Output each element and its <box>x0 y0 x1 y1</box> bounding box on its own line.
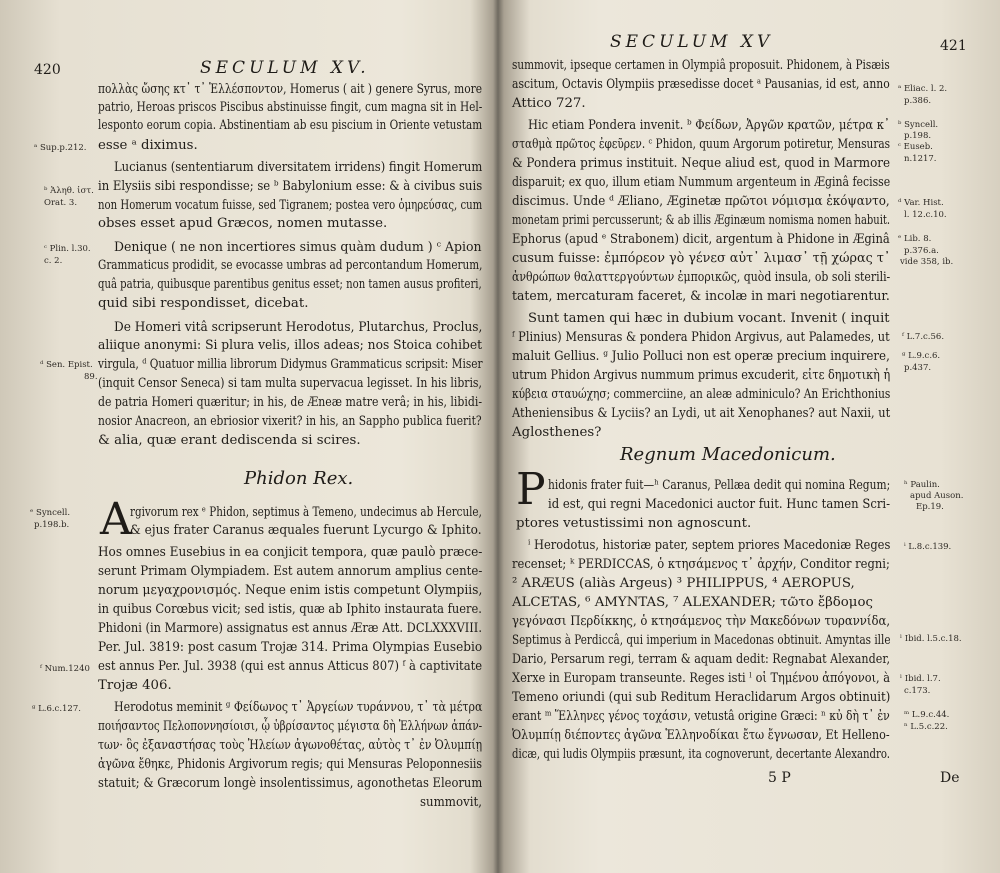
margin-note: ⁱ L.8.c.139. <box>904 542 952 552</box>
margin-note: c. 2. <box>44 256 63 266</box>
drop-cap: A <box>100 494 132 545</box>
text-line: ἀγῶνα ἔθηκε, Phidonis Argivorum regis; qui Mensuras Peloponnesiis <box>98 757 483 772</box>
text-line: Denique ( ne non incertiores simus quàm dudum ) ᶜ Apion <box>114 240 482 255</box>
text-line: Lucianus (sententiarum diversitatem irridens) fingit Homerum <box>114 160 483 175</box>
text-line: de patria Homeri quæritur; in his, de Æneæ matre verâ; in his, libidi- <box>98 395 483 410</box>
margin-note: p.198.b. <box>34 520 70 530</box>
text-line: Ὀλυμπίῃ διέποντες ἀγῶνα Ἑλληνοδίκαι ἔτω ἔγνωσαν, Et Helleno- <box>512 728 890 743</box>
page-number: 420 <box>34 62 61 78</box>
text-line: Attico 727. <box>512 96 586 111</box>
catchword: De <box>940 770 960 786</box>
margin-note: ᶠ L.7.c.56. <box>902 332 945 342</box>
text-line: Temeno oriundi (qui sub Reditum Heraclidarum Argos obtinuit) <box>512 690 891 705</box>
text-line: ᶠ Plinius) Mensuras & pondera Phidon Argivus, aut Palamedes, ut <box>512 330 890 345</box>
text-line: ascitum, Octavis Olympiis præsedisse docet ᵃ Pausanias, id est, anno <box>512 77 890 92</box>
margin-note: p.437. <box>904 363 932 373</box>
margin-note: Orat. 3. <box>44 198 78 208</box>
text-line: ALCETAS, ⁶ AMYNTAS, ⁷ ALEXANDER; τῶτο ἔβδομος <box>512 595 873 610</box>
margin-note: ᵇ Ἀληθ. ἱστ. <box>44 186 94 196</box>
margin-note: ˡ Ibid. l.7. <box>900 674 941 684</box>
text-line: summovit, <box>420 795 482 810</box>
running-header: SECULUM XV. <box>200 58 370 78</box>
text-line: Sunt tamen qui hæc in dubium vocant. Invenit ( inquit <box>528 311 890 326</box>
text-line: in quibus Corœbus vicit; sed istis, quæ ab Iphito instaurata fuere. <box>98 602 482 617</box>
text-line: κύβεια σταυώχησ; commerciine, an aleæ adminiculo? An Erichthonius <box>512 387 891 402</box>
text-line: est annus Per. Jul. 3938 (qui est annus Atticus 807) ᶠ à captivitate <box>98 659 483 674</box>
right-page <box>500 0 1000 873</box>
text-line: non Homerum vocatum fuisse, sed Tigranem; postea vero ὁμηρεύσας, cum <box>98 198 483 213</box>
text-line: hidonis frater fuit—ʰ Caranus, Pellæa dedit qui nomina Regum; <box>548 478 891 493</box>
margin-note: p.198. <box>904 131 932 141</box>
section-title: Phidon Rex. <box>244 468 354 489</box>
margin-note: c.173. <box>904 686 931 696</box>
text-line: monetam primi percusserunt; & ab illis Æginæum nomisma nomen habuit. <box>512 213 891 228</box>
text-line: Per. Jul. 3819: post casum Trojæ 314. Prima Olympias Eusebio <box>98 640 483 655</box>
margin-note: ᵍ L.9.c.6. <box>902 351 941 361</box>
running-header: SECULUM XV <box>610 32 774 52</box>
margin-note: ˡ Ibid. l.5.c.18. <box>900 634 962 644</box>
margin-note: Ep.19. <box>916 502 944 512</box>
text-line: esse ᵃ diximus. <box>98 138 198 153</box>
text-line: Septimus à Perdiccâ, qui imperium in Macedonas obtinuit. Amyntas ille <box>512 633 891 648</box>
text-line: virgula, ᵈ Quatuor millia librorum Didymus Grammaticus scripsit: Miser <box>98 357 483 372</box>
text-line: utrum Phidon Argivus nummum primus excuderit, εἰτε δημοτικὴ ἡ <box>512 368 891 383</box>
text-line: discimus. Unde ᵈ Æliano, Æginetæ πρῶτοι νόμισμα ἐκόψαντο, <box>512 194 890 209</box>
text-line: recenset; ᵏ PERDICCAS, ὁ κτησάμενος τ᾽ ἀρχήν, Conditor regni; <box>512 557 890 572</box>
text-line: πολλὰς ὤσης κτ᾽ τ᾽ Ἑλλέσποντον, Homerus ( ait ) genere Syrus, more <box>98 82 483 97</box>
margin-note: ᵍ L.6.c.127. <box>32 704 81 714</box>
margin-note: ᶠ Num.1240 <box>40 664 90 674</box>
margin-note: ᵃ Sup.p.212. <box>34 143 87 153</box>
text-line: statuit; & Græcorum longè insolentissimus, agonothetas Eleorum <box>98 776 483 791</box>
text-line: γεγόνασι Περδίκκης, ὁ κτησάμενος τὴν Μακεδόνων τυραννίδα, <box>512 614 891 629</box>
margin-note: ⁿ L.5.c.22. <box>904 722 948 732</box>
text-line: maluit Gellius. ᵍ Julio Polluci non est operæ precium inquirere, <box>512 349 890 364</box>
text-line: Hic etiam Pondera invenit. ᵇ Φείδων, Ἀργῶν κρατῶν, μέτρα κ᾽ <box>528 118 890 133</box>
text-line: & ejus frater Caranus æquales fuerunt Lycurgo & Iphito. <box>130 523 482 538</box>
margin-note: ᵇ Syncell. <box>898 120 939 130</box>
margin-note: ᶜ Euseb. <box>898 142 933 152</box>
margin-note: ᶜ Plin. l.30. <box>44 244 91 254</box>
text-line: Trojæ 406. <box>98 678 172 693</box>
margin-note: p.376.a. <box>904 246 939 256</box>
text-line: in Elysiis sibi respondisse; se ᵇ Babylonium esse: & à civibus suis <box>98 179 483 194</box>
text-line: ἀνθρώπων θαλαττεργούντων ἐμπορικῶς, quòd insula, ob soli sterili- <box>512 270 891 285</box>
margin-note: ᵈ Sen. Epist. <box>40 360 93 370</box>
margin-note: ᵃ Eliac. l. 2. <box>898 84 948 94</box>
text-line: Ephorus (apud ᵉ Strabonem) dicit, argentum à Phidone in Æginâ <box>512 232 890 247</box>
text-line: Dario, Persarum regi, terram & aquam dedit: Regnabat Alexander, <box>512 652 891 667</box>
text-line: ² ARÆUS (aliàs Argeus) ³ PHILIPPUS, ⁴ AEROPUS, <box>512 576 855 591</box>
text-line: quâ patria, quibusque parentibus genitus esset; non tamen ausus profiteri, <box>98 277 482 292</box>
text-line: ποιήσαντος Πελοποννησίοισι, ᾧ ὑβρίσαντος μέγιστα δὴ Ἑλλήνων ἁπάν- <box>98 719 483 734</box>
text-line: ptores vetustissimi non agnoscunt. <box>516 516 752 531</box>
text-line: aliique anonymi: Si plura velis, illos adeas; nos Stoica cohibet <box>98 338 483 353</box>
text-line: Phidoni (in Marmore) assignatus est annus Æræ Att. DCLXXXVIII. <box>98 621 482 636</box>
text-line: patrio, Heroas priscos Piscibus abstinuisse fingit, cum magna sit in Hel- <box>98 100 483 115</box>
margin-note: ᵉ Lib. 8. <box>898 234 932 244</box>
text-line: erant ᵐ Ἕλληνες γένος τοχάσιν, vetustâ origine Græci: ⁿ κὐ δὴ τ᾽ ἐν <box>512 709 890 724</box>
text-line: disparuit; ex quo, illum etiam Nummum argenteum in Æginâ fecisse <box>512 175 891 190</box>
text-line: Hos omnes Eusebius in ea conjicit tempora, quæ paulò præce- <box>98 545 483 560</box>
margin-note: p.386. <box>904 96 932 106</box>
text-line: Xerxe in Europam transeunte. Reges isti ˡ οἱ Τημένου ἀπόγονοι, à <box>512 671 891 686</box>
text-line: norum μεγαχρονισμός. Neque enim istis competunt Olympiis, <box>98 583 483 598</box>
text-line: Atheniensibus & Lyciis? an Lydi, ut ait Xenophanes? aut Naxii, ut <box>512 406 891 421</box>
text-line: serunt Primam Olympiadem. Est autem annorum amplius cente- <box>98 564 483 579</box>
left-page <box>0 0 488 873</box>
text-line: id est, qui regni Macedonici auctor fuit. Hunc tamen Scri- <box>548 497 891 512</box>
section-title: Regnum Macedonicum. <box>620 444 836 465</box>
margin-note: ʰ Paulin. <box>904 480 940 490</box>
page-number: 421 <box>940 38 967 54</box>
text-line: Herodotus meminit ᵍ Φείδωνος τ᾽ Ἀργείων τυράννου, τ᾽ τὰ μέτρα <box>114 700 483 715</box>
text-line: των· ὃς ἐξαναστήσας τοὺς Ἠλείων ἀγωνοθέτας, αὐτὸς τ᾽ ἐν Ὀλυμπίῃ <box>98 738 483 753</box>
margin-note: 89. <box>84 372 98 382</box>
text-line: Aglosthenes? <box>512 425 602 440</box>
text-line: Grammaticus prodidit, se evocasse umbras ad percontandum Homerum, <box>98 258 483 273</box>
margin-note: n.1217. <box>904 154 937 164</box>
text-line: tatem, mercaturam faceret, & incolæ in mari negotiarentur. <box>512 289 890 304</box>
margin-note: l. 12.c.10. <box>904 210 947 220</box>
text-line: quid sibi respondisset, dicebat. <box>98 296 309 311</box>
text-line: & alia, quæ erant dediscenda si scires. <box>98 433 361 448</box>
text-line: (inquit Censor Seneca) si tam multa supervacua legisset. In his libris, <box>98 376 482 391</box>
text-line: De Homeri vitâ scripserunt Herodotus, Plutarchus, Proclus, <box>114 320 483 335</box>
signature-mark: 5 P <box>768 770 791 786</box>
text-line: σταθμὰ πρῶτος ἐφεῦρεν. ᶜ Phidon, quum Argorum potiretur, Mensuras <box>512 137 891 152</box>
drop-cap: P <box>516 464 546 515</box>
text-line: rgivorum rex ᵉ Phidon, septimus à Temeno, undecimus ab Hercule, <box>130 505 482 520</box>
text-line: & Pondera primus instituit. Neque aliud est, quod in Marmore <box>512 156 891 171</box>
text-line: lesponto eorum copia. Abstinentiam ab esu piscium in Oriente vetustam <box>98 118 483 133</box>
margin-note: vide 358, ib. <box>900 257 954 267</box>
margin-note: ᵐ L.9.c.44. <box>904 710 950 720</box>
text-line: obses esset apud Græcos, nomen mutasse. <box>98 216 388 231</box>
margin-note: apud Auson. <box>910 491 964 501</box>
text-line: ⁱ Herodotus, historiæ pater, septem priores Macedoniæ Reges <box>528 538 891 553</box>
margin-note: ᵈ Var. Hist. <box>898 198 944 208</box>
text-line: summovit, ipseque certamen in Olympiâ proposuit. Phidonem, à Pisæis <box>512 58 890 73</box>
text-line: cusum fuisse: ἐμπόρεον γὸ γένεσ αὐτ᾽ λιμασ᾽ τῇ χώρας τ᾽ <box>512 251 891 266</box>
text-line: nosior Anacreon, an ebriosior vixerit? in his, an Sappho publica fuerit? <box>98 414 482 429</box>
margin-note: ᵉ Syncell. <box>30 508 71 518</box>
text-line: dicæ, qui ludis Olympiis præsunt, ita cognoverunt, decertante Alexandro. <box>512 747 890 762</box>
